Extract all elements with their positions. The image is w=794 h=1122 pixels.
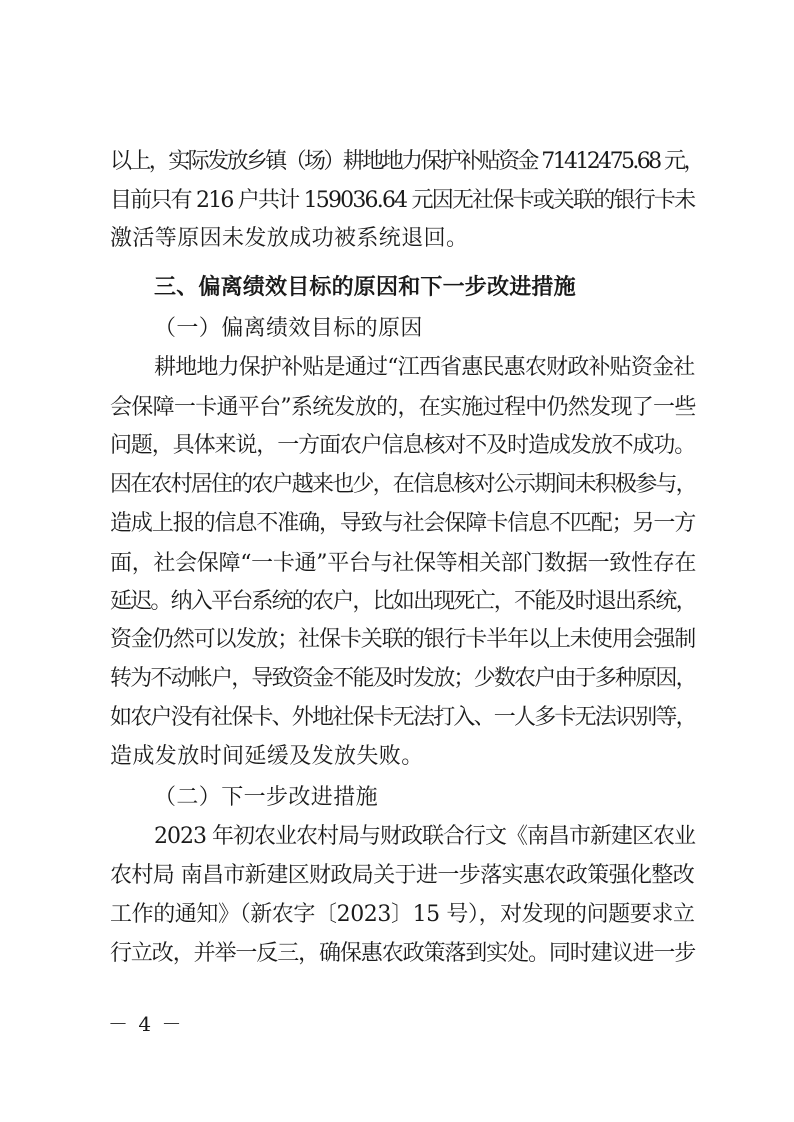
body-text-line: 问题，具体来说，一方面农户信息核对不及时造成发放不成功。 (110, 433, 696, 458)
body-text-line: 面，社会保障“一卡通”平台与社保等相关部门数据一致性存在 (110, 551, 697, 576)
body-text-line: 以上，实际发放乡镇（场）耕地地力保护补贴资金 71412475.68 元， (110, 149, 703, 174)
page-number: － 4 － (108, 1012, 184, 1036)
body-text-line: 会保障一卡通平台”系统发放的，在实施过程中仍然发现了一些 (110, 395, 696, 420)
body-text-line: 因在农村居住的农户越来也少，在信息核对公示期间未积极参与， (110, 472, 696, 497)
body-text-line: 目前只有 216 户共计 159036.64 元因无社保卡或关联的银行卡未 (110, 188, 695, 213)
body-text-line: 如农户没有社保卡、外地社保卡无法打入、一人多卡无法识别等， (110, 705, 696, 730)
body-text-line: 资金仍然可以发放；社保卡关联的银行卡半年以上未使用会强制 (110, 627, 696, 652)
body-text-line: 转为不动帐户，导致资金不能及时发放；少数农户由于多种原因， (110, 666, 696, 691)
body-text-line: 工作的通知》（新农字〔2023〕15 号），对发现的问题要求立 (110, 902, 695, 927)
body-text-line: 农村局 南昌市新建区财政局关于进一步落实惠农政策强化整改 (110, 863, 695, 888)
section-heading: 三、偏离绩效目标的原因和下一步改进措施 (154, 275, 576, 300)
body-text-line: 延迟。纳入平台系统的农户，比如出现死亡，不能及时退出系统， (110, 589, 696, 614)
body-text-line: 激活等原因未发放成功被系统退回。 (110, 226, 469, 251)
body-text-line: 行立改，并举一反三，确保惠农政策落到实处。同时建议进一步 (110, 941, 696, 966)
body-text-line: 造成上报的信息不准确，导致与社会保障卡信息不匹配；另一方 (110, 511, 696, 536)
subsection-heading: （二）下一步改进措施 (154, 785, 379, 810)
subsection-heading: （一）偏离绩效目标的原因 (154, 316, 423, 341)
body-text-line: 2023 年初农业农村局与财政联合行文《南昌市新建区农业 (154, 824, 695, 849)
body-text-line: 耕地地力保护补贴是通过“江西省惠民惠农财政补贴资金社 (154, 355, 695, 380)
body-text-line: 造成发放时间延缓及发放失败。 (110, 744, 424, 769)
